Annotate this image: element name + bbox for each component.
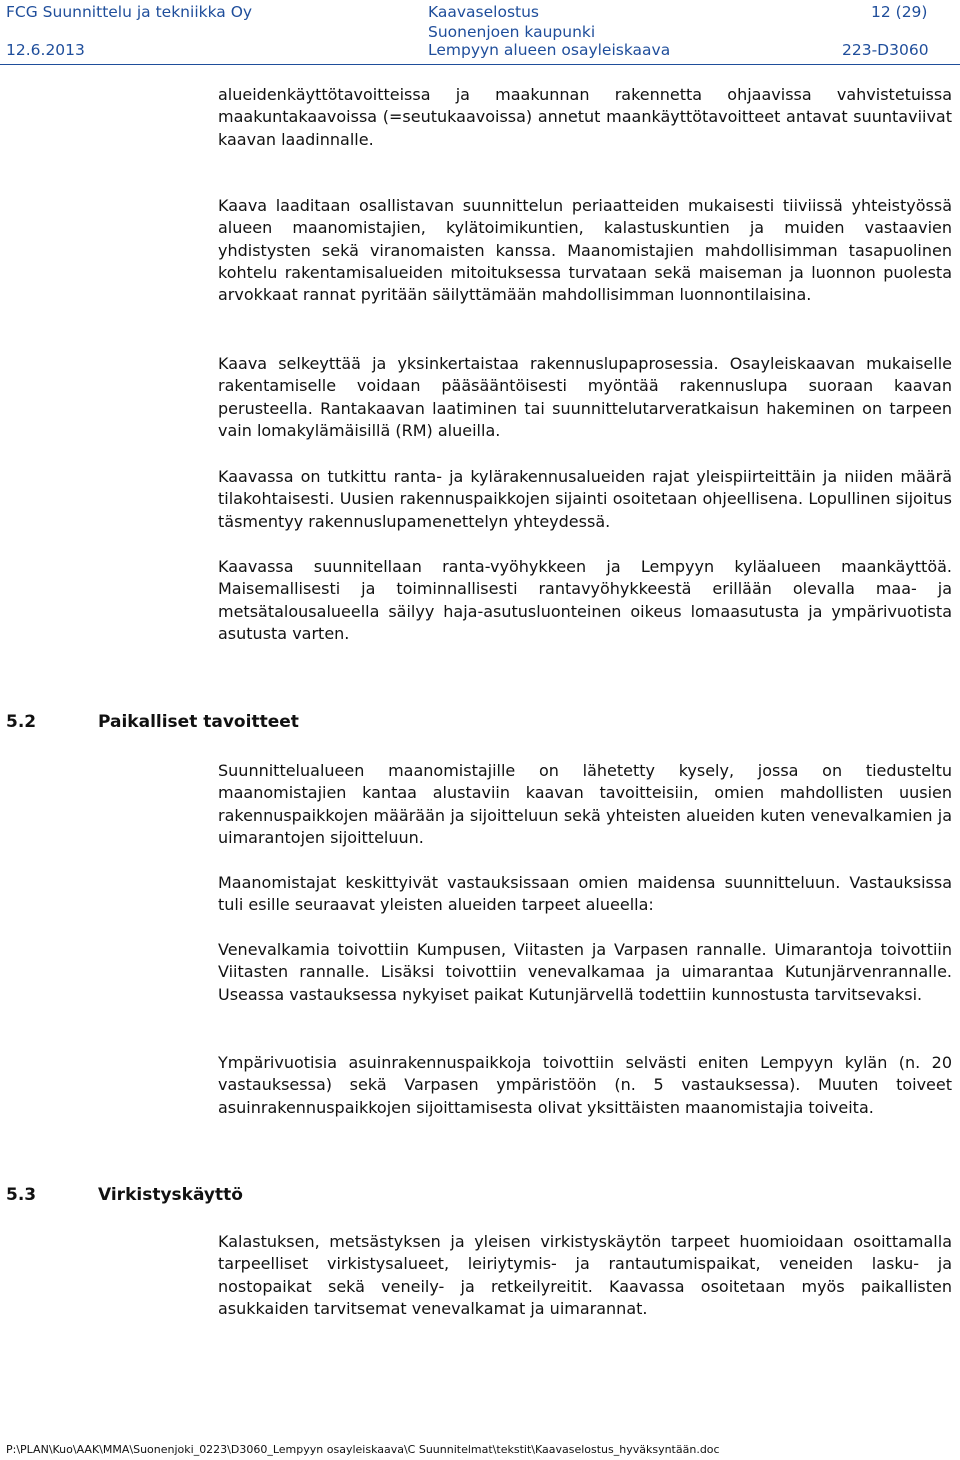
header-client: Suonenjoen kaupunki — [428, 23, 596, 41]
body-paragraph: Kalastuksen, metsästyksen ja yleisen virkistyskäytön tarpeet huomioidaan osoittamalla tarpeelliset virkistysalueet, leiriytymis- ja rantautumispaikat, veneiden lasku- ja nostopaikat sekä veneily- ja retkeilyreitit. Kaavassa osoitetaan myös paikallisten asukkaiden tarvitsemat venevalkamat ja uimarannat. — [218, 1232, 952, 1318]
header-divider — [0, 64, 960, 65]
header-page-number: 12 (29) — [871, 3, 928, 21]
header-project-code: 223-D3060 — [842, 41, 929, 59]
body-paragraph: Kaavassa suunnitellaan ranta-vyöhykkeen ja Lempyyn kyläalueen maankäyttöä. Maisemallisesti ja toiminnallisesti rantavyöhykkeestä erillään olevalla maa- ja metsätalousalueella säilyy haja-asutusluonteinen oikeus lomaasutusta ja ympärivuotista asutusta varten. — [218, 557, 952, 643]
footer-file-path: P:\PLAN\Kuo\AAK\MMA\Suonenjoki_0223\D3060_Lempyyn osayleiskaava\C Suunnitelmat\tekstit\Kaavaselostus_hyväksyntään.doc — [6, 1443, 720, 1456]
body-paragraph: Ympärivuotisia asuinrakennuspaikkoja toivottiin selvästi eniten Lempyyn kylän (n. 20 vastauksessa) sekä Varpasen ympäristöön (n. 5 vastauksessa). Muuten toiveet asuinrakennuspaikkojen sijoittamisesta olivat yksittäisten maanomistajia toiveita. — [218, 1053, 952, 1117]
header-company: FCG Suunnittelu ja tekniikka Oy — [6, 3, 253, 21]
header-doc-type: Kaavaselostus — [428, 3, 540, 21]
body-paragraph: Kaava selkeyttää ja yksinkertaistaa rakennuslupaprosessia. Osayleiskaavan mukaiselle rakentamiselle voidaan pääsääntöisesti myöntää rakennuslupa suoraan kaavan perusteella. Rantakaavan laatiminen tai suunnittelutarveratkaisun hakeminen on tarpeen vain lomakylämäisillä (RM) alueilla. — [218, 354, 952, 440]
section-title: Paikalliset tavoitteet — [98, 712, 299, 732]
body-paragraph: Suunnittelualueen maanomistajille on lähetetty kysely, jossa on tiedusteltu maanomistajien kantaa alustaviin kaavan tavoitteisiin, omien mahdollisten uusien rakennuspaikkojen määrään ja sijoitteluun sekä yhteisten alueiden kuten venevalkamien ja uimarantojen sijoitteluun. — [218, 761, 952, 847]
body-paragraph: alueidenkäyttötavoitteissa ja maakunnan rakennetta ohjaavissa vahvistetuissa maakuntakaavoissa (=seutukaavoissa) annetut maankäyttötavoitteet antavat suuntaviivat kaavan laadinnalle. — [218, 85, 952, 149]
section-number: 5.3 — [6, 1185, 37, 1205]
section-number: 5.2 — [6, 712, 37, 732]
body-paragraph: Kaavassa on tutkittu ranta- ja kylärakennusalueiden rajat yleispiirteittäin ja niiden määrä tilakohtaisesti. Uusien rakennuspaikkojen sijainti osoitetaan ohjeellisena. Lopullinen sijoitus täsmentyy rakennuslupamenettelyn yhteydessä. — [218, 467, 952, 531]
header-project: Lempyyn alueen osayleiskaava — [428, 41, 671, 59]
body-paragraph: Maanomistajat keskittyivät vastauksissaan omien maidensa suunnitteluun. Vastauksissa tuli esille seuraavat yleisten alueiden tarpeet alueella: — [218, 873, 952, 915]
body-paragraph: Venevalkamia toivottiin Kumpusen, Viitasten ja Varpasen rannalle. Uimarantoja toivottiin Viitasten rannalle. Lisäksi toivottiin venevalkamaa ja uimarantaa Kutunjärvenrannalle. Useassa vastauksessa nykyiset paikat Kutunjärvellä todettiin kunnostusta tarvitsevaksi. — [218, 940, 952, 1004]
page-header — [0, 0, 960, 62]
section-title: Virkistyskäyttö — [98, 1185, 243, 1205]
header-date: 12.6.2013 — [6, 41, 85, 59]
body-paragraph: Kaava laaditaan osallistavan suunnittelun periaatteiden mukaisesti tiiviissä yhteistyössä alueen maanomistajien, kylätoimikuntien, kalastuskuntien ja muiden vastaavien yhdistysten sekä viranomaisten kanssa. Maanomistajien mahdollisimman tasapuolinen kohtelu rakentamisalueiden mitoituksessa turvataan sekä maiseman ja luonnon puolesta arvokkaat rannat pyritään säilyttämään mahdollisimman luonnontilaisina. — [218, 196, 952, 305]
